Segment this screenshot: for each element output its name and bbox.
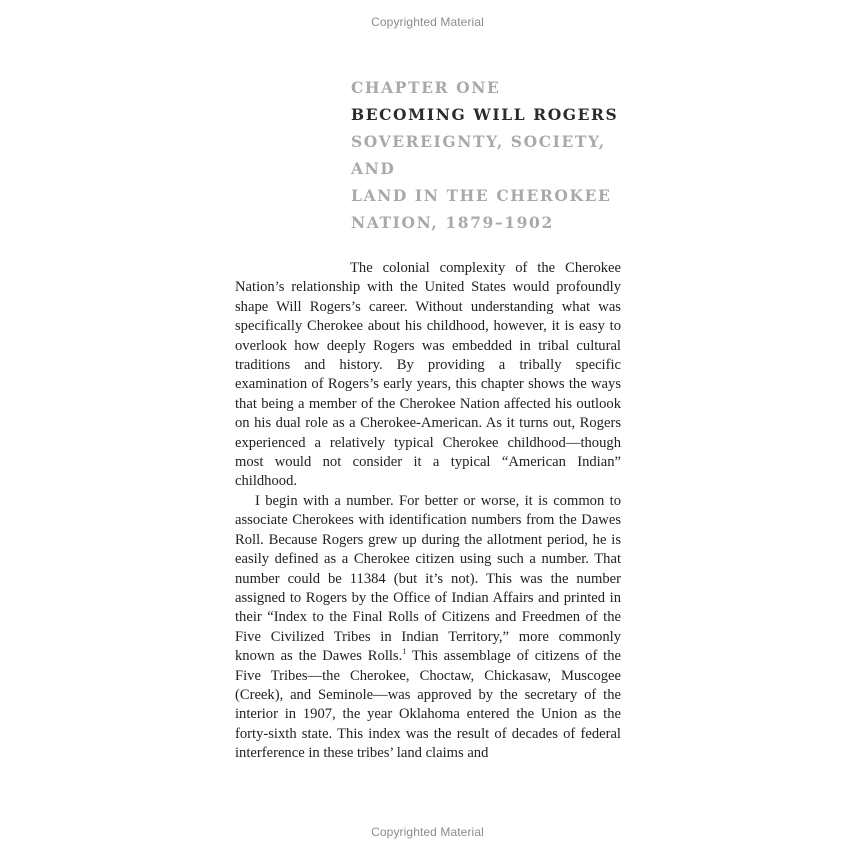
copyright-watermark-top: Copyrighted Material [371,15,484,29]
paragraph-2-part-a: I begin with a number. For better or worse, it is common to associate Cherokees with identification numbers from the Dawes Roll. Because Rogers grew up during the allotment period, he is easily defined as a Cherokee citizen using such a number. That number could be 11384 (but it’s not). This was the number assigned to Rogers by the Office of Indian Affairs and printed in their “Index to the Final Rolls of Citizens and Freedmen of the Five Civilized Tribes in Indian Territory,” more commonly known as the Dawes Rolls. [235,492,621,665]
chapter-heading [351,74,641,236]
chapter-title: BECOMING WILL ROGERS [351,105,619,124]
copyright-watermark-bottom: Copyrighted Material [371,825,484,839]
chapter-subtitle-line-1: SOVEREIGNTY, SOCIETY, AND [351,132,606,178]
paragraph-2-part-b: This assemblage of citizens of the Five Tribes—the Cherokee, Choctaw, Chickasaw, Muscogee (Creek), and Seminole—was approved by the secretary of the interior in 1907, the year Oklahoma entered the Union as the forty-sixth state. This index was the result of decades of federal interference in these tribes’ land claims and [235,648,621,762]
paragraph-2 [235,492,621,764]
body-text [235,259,621,764]
chapter-subtitle-line-2: LAND IN THE CHEROKEE [351,186,612,205]
paragraph-1: The colonial complexity of the Cherokee Nation’s relationship with the United States would profoundly shape Will Rogers’s career. Without understanding what was specifically Cherokee about his childhood, however, it is easy to overlook how deeply Rogers was embedded in tribal cultural traditions and history. By providing a tribally specific examination of Rogers’s early years, this chapter shows the ways that being a member of the Cherokee Nation affected his outlook on his dual role as a Cherokee-American. As it turns out, Rogers experienced a relatively typical Cherokee childhood—though most would not consider it a typical “American Indian” childhood. [235,260,621,490]
chapter-subtitle-line-3: NATION, 1879–1902 [351,213,554,232]
chapter-label: CHAPTER ONE [351,78,501,97]
footnote-marker[interactable]: 1 [402,647,407,657]
